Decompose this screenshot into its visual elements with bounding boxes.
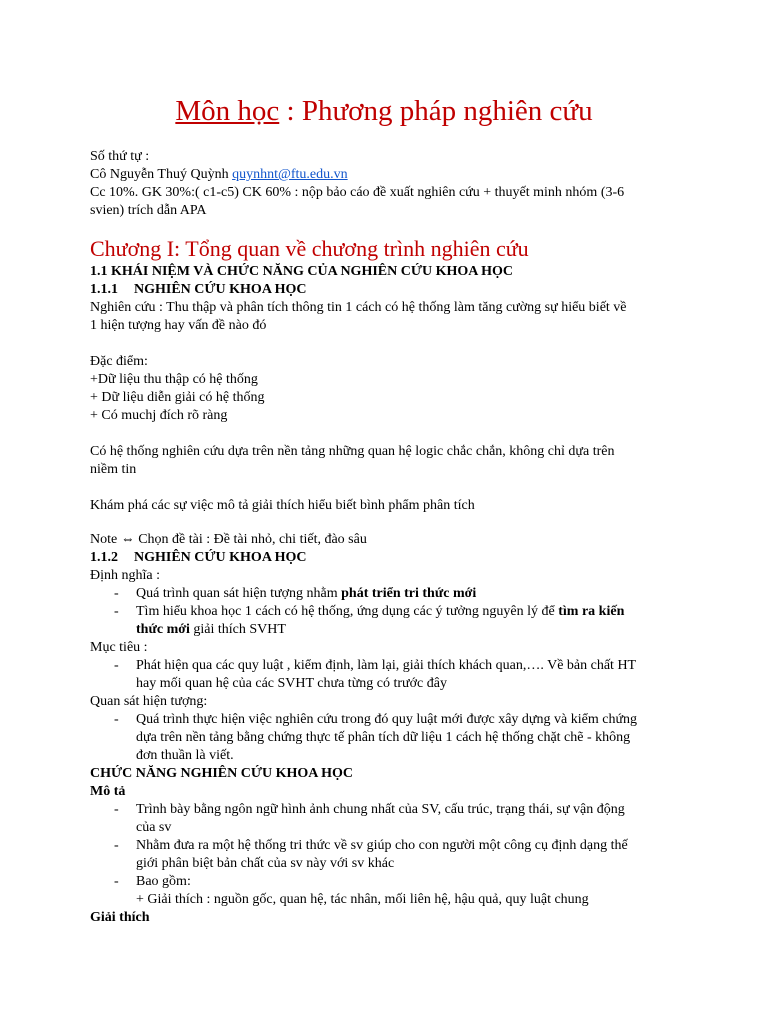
section-1-1-heading: 1.1 KHÁI NIỆM VÀ CHỨC NĂNG CỦA NGHIÊN CỨU KHOA HỌC [90, 264, 513, 279]
characteristics-label: Đặc điểm: [90, 354, 148, 369]
characteristic-item: + Dữ liệu diễn giải có hệ thống [90, 390, 265, 405]
grading-line-2: svien) trích dẫn APA [90, 203, 207, 218]
list-dash: - [114, 874, 119, 889]
characteristic-item: +Dữ liệu thu thập có hệ thống [90, 372, 258, 387]
function-heading: CHỨC NĂNG NGHIÊN CỨU KHOA HỌC [90, 766, 354, 781]
list-text: Nhằm đưa ra một hệ thống tri thức về sv giúp cho con người một công cụ định dạng thế giới phân biệt bản chất của sv này với sv khác [136, 838, 628, 871]
note-line: Note ⇔ Chọn đề tài : Đề tài nhỏ, chi tiết, đào sâu [90, 532, 367, 547]
list-text: Bao gồm: + Giải thích : nguồn gốc, quan hệ, tác nhân, mối liên hệ, hậu quả, quy luật chung [136, 874, 589, 907]
list-text: Quá trình quan sát hiện tượng nhằm phát triển tri thức mới [136, 586, 477, 601]
list-text: Trình bày bằng ngôn ngữ hình ảnh chung nhất của SV, cấu trúc, trạng thái, sự vận động của sv [136, 802, 625, 835]
list-dash: - [114, 838, 119, 853]
paragraph: niềm tin [90, 462, 137, 477]
list-dash: - [114, 604, 119, 619]
objective-label: Mục tiêu : [90, 640, 148, 655]
observation-label: Quan sát hiện tượng: [90, 694, 208, 709]
definition-line: 1 hiện tượng hay vấn đề nào đó [90, 318, 267, 333]
chapter-heading: Chương I: Tổng quan về chương trình nghiên cứu [90, 236, 529, 261]
teacher-email-link[interactable]: quynhnt@ftu.edu.vn [232, 167, 348, 182]
list-text: Tìm hiểu khoa học 1 cách có hệ thống, ứng dụng các ý tưởng nguyên lý để tìm ra kiến thức mới giải thích SVHT [136, 604, 625, 637]
page-title [0, 94, 768, 128]
section-1-1-2-heading [90, 549, 307, 567]
teacher-name: Cô Nguyễn Thuý Quỳnh [90, 167, 233, 182]
section-number: 1.1.1 [90, 282, 118, 297]
list-dash: - [114, 586, 119, 601]
definition-line: Nghiên cứu : Thu thập và phân tích thông tin 1 cách có hệ thống làm tăng cường sự hiểu biết về [90, 300, 627, 315]
section-1-1-1-heading [90, 281, 307, 299]
paragraph: Khám phá các sự việc mô tả giải thích hiểu biết bình phẩm phân tích [90, 498, 475, 513]
list-text: Quá trình thực hiện việc nghiên cứu trong đó quy luật mới được xây dựng và kiểm chứng dựa trên nền tảng bằng chứng thực tế phân tích dữ liệu 1 cách hệ thống chặt chẽ - không đơn thuần là viết. [136, 712, 638, 763]
explanation-heading: Giải thích [90, 910, 150, 925]
section-number: 1.1.2 [90, 550, 118, 565]
teacher-line [90, 166, 348, 184]
section-title: NGHIÊN CỨU KHOA HỌC [134, 550, 307, 565]
order-number-line: Số thứ tự : [90, 149, 150, 164]
grading-line: Cc 10%. GK 30%:( c1-c5) CK 60% : nộp bảo cáo đề xuất nghiên cứu + thuyết minh nhóm (3-6 [90, 185, 625, 200]
list-dash: - [114, 658, 119, 673]
paragraph: Có hệ thống nghiên cứu dựa trên nền tảng những quan hệ logic chắc chắn, không chỉ dựa trên [90, 444, 615, 459]
title-subject-name: : Phương pháp nghiên cứu [279, 95, 593, 127]
list-text: Phát hiện qua các quy luật , kiểm định, làm lại, giải thích khách quan,…. Về bản chất HT hay mối quan hệ của các SVHT chưa từng có trước đây [136, 658, 637, 691]
list-dash: - [114, 712, 119, 727]
characteristic-item: + Có muchj đích rõ ràng [90, 408, 228, 423]
section-title: NGHIÊN CỨU KHOA HỌC [134, 282, 307, 297]
title-subject-label: Môn học [175, 95, 280, 127]
definition-label: Định nghĩa : [90, 568, 160, 583]
list-dash: - [114, 802, 119, 817]
description-heading: Mô tả [90, 784, 126, 799]
